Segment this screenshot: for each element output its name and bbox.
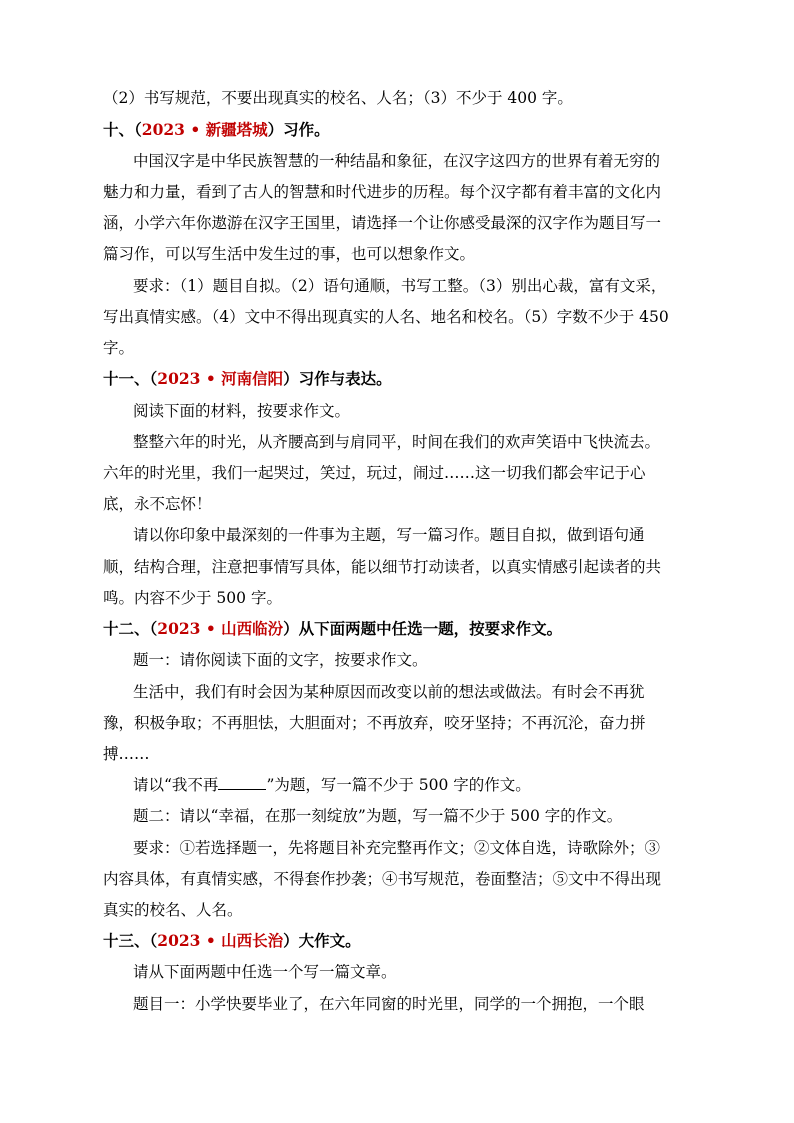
source-open-paren: （ xyxy=(149,369,158,388)
text-before-blank: 请以“我不再 xyxy=(133,776,219,794)
text-line: 涵，小学六年你遨游在汉字王国里，请选择一个让你感受最深的汉字作为题目写一 xyxy=(103,214,662,232)
text-line: 题二：请以“幸福，在那一刻绽放”为题，写一篇不少于 500 字的作文。 xyxy=(133,807,623,825)
question-number: 十一、 xyxy=(103,369,150,388)
question-title: 从下面两题中任选一题，按要求作文。 xyxy=(298,619,563,638)
question-heading xyxy=(103,120,330,140)
question-title: 大作文。 xyxy=(298,931,361,950)
question-number: 十、 xyxy=(103,120,135,139)
text-line: 要求：（1）题目自拟。（2）语句通顺，书写工整。（3）别出心裁，富有文采， xyxy=(133,277,667,295)
text-line: 整整六年的时光，从齐腰高到与肩同平，时间在我们的欢声笑语中飞快流去。 xyxy=(133,433,661,451)
question-number: 十二、 xyxy=(103,619,150,638)
text-line: 鸣。内容不少于 500 字。 xyxy=(103,589,282,607)
question-heading xyxy=(103,931,361,951)
source-open-paren: （ xyxy=(149,619,158,638)
text-after-blank: ”为题，写一篇不少于 500 字的作文。 xyxy=(266,776,531,794)
question-source: 2023 • 山西长治 xyxy=(157,931,284,950)
text-line: 题一：请你阅读下面的文字，按要求作文。 xyxy=(133,651,428,669)
text-line: 六年的时光里，我们一起哭过，笑过，玩过，闹过……这一切我们都会牢记于心 xyxy=(103,464,646,482)
source-open-paren: （ xyxy=(134,120,142,139)
text-line: 字。 xyxy=(103,339,135,357)
text-line: 魅力和力量，看到了古人的智慧和时代进步的历程。每个汉字都有着丰富的文化内 xyxy=(103,183,662,201)
text-line: 阅读下面的材料，按要求作文。 xyxy=(133,402,351,420)
question-heading xyxy=(103,369,392,389)
text-line: 搏…… xyxy=(103,745,150,763)
question-heading xyxy=(103,619,562,639)
text-line: 真实的校名、人名。 xyxy=(103,901,243,919)
question-source: 2023 • 河南信阳 xyxy=(157,369,284,388)
source-close-paren: ） xyxy=(283,619,299,638)
source-open-paren: （ xyxy=(149,931,158,950)
question-title: 习作与表达。 xyxy=(298,369,392,388)
text-line: 要求：①若选择题一，先将题目补充完整再作文；②文体自选，诗歌除外；③ xyxy=(133,839,661,857)
text-line: 底，永不忘怀！ xyxy=(103,495,212,513)
text-line: 内容具体，有真情实感，不得套作抄袭；④书写规范，卷面整洁；⑤文中不得出现 xyxy=(103,870,662,888)
text-line xyxy=(133,775,531,795)
question-number: 十三、 xyxy=(103,931,150,950)
text-line: 中国汉字是中华民族智慧的一种结晶和象征，在汉字这四方的世界有着无穷的 xyxy=(133,152,661,170)
text-line: 写出真情实感。（4）文中不得出现真实的人名、地名和校名。（5）字数不少于 450 xyxy=(103,308,669,326)
text-line: 豫，积极争取；不再胆怯，大胆面对；不再放弃，咬牙坚持；不再沉沦，奋力拼 xyxy=(103,714,646,732)
question-source: 2023 • 山西临汾 xyxy=(157,619,284,638)
text-line: 生活中，我们有时会因为某种原因而改变以前的想法或做法。有时会不再犹 xyxy=(133,683,645,701)
source-close-paren: ） xyxy=(267,120,284,139)
question-source: 2023 • 新疆塔城 xyxy=(141,120,268,139)
text-line: 请以你印象中最深刻的一件事为主题，写一篇习作。题目自拟，做到语句通 xyxy=(133,526,645,544)
text-line: 篇习作，可以写生活中发生过的事，也可以想象作文。 xyxy=(103,245,476,263)
question-title: 习作。 xyxy=(283,120,330,139)
fill-in-blank xyxy=(218,775,266,790)
source-close-paren: ） xyxy=(283,369,299,388)
text-line: 题目一：小学快要毕业了，在六年同窗的时光里，同学的一个拥抱，一个眼 xyxy=(133,995,645,1013)
text-line: 顺，结构合理，注意把事情写具体，能以细节打动读者，以真实情感引起读者的共 xyxy=(103,558,662,576)
text-line: 请从下面两题中任选一个写一篇文章。 xyxy=(133,963,397,981)
text-line: （2）书写规范，不要出现真实的校名、人名；（3）不少于 400 字。 xyxy=(103,89,573,107)
source-close-paren: ） xyxy=(283,931,299,950)
